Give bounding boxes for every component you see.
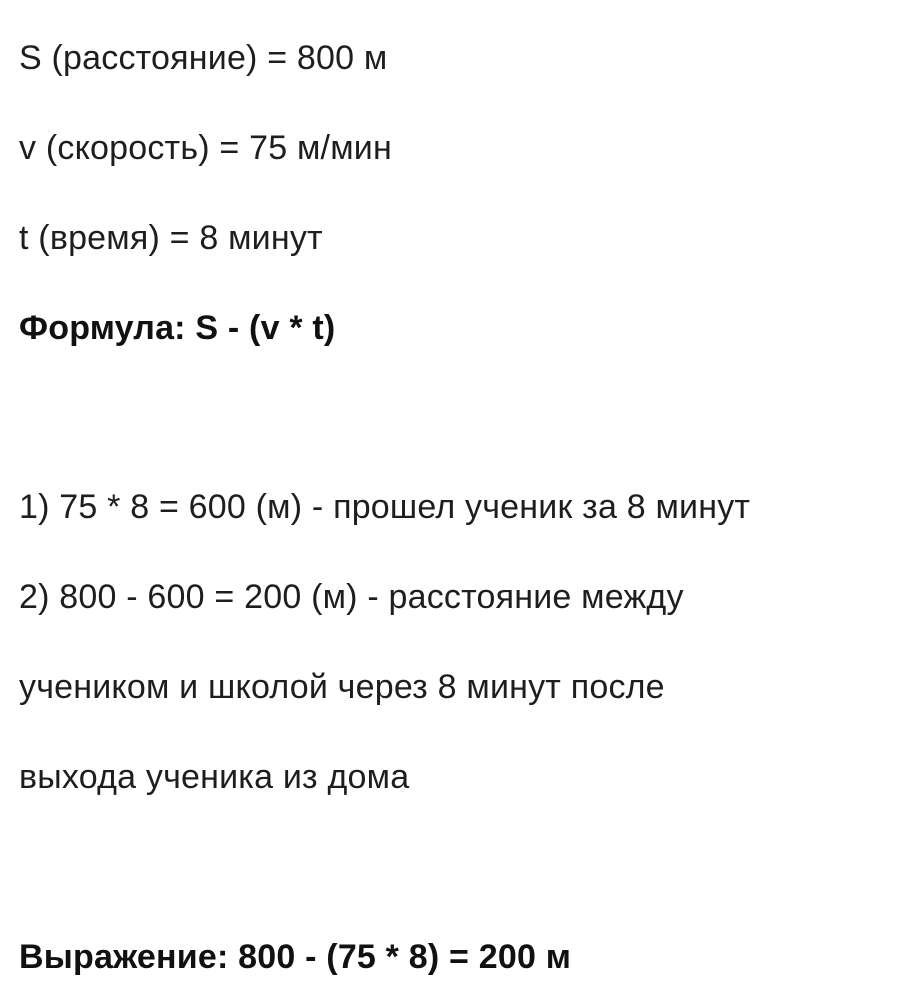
expression-line: Выражение: 800 - (75 * 8) = 200 м — [19, 938, 572, 976]
given-distance: S (расстояние) = 800 м — [19, 39, 388, 77]
step-2-line-2: учеником и школой через 8 минут после — [19, 668, 665, 706]
given-time: t (время) = 8 минут — [19, 219, 323, 257]
step-2-line-3: выхода ученика из дома — [19, 758, 410, 796]
step-1: 1) 75 * 8 = 600 (м) - прошел ученик за 8 минут — [19, 488, 751, 526]
given-speed: v (скорость) = 75 м/мин — [19, 129, 392, 167]
formula-line: Формула: S - (v * t) — [19, 309, 336, 347]
step-2-line-1: 2) 800 - 600 = 200 (м) - расстояние между — [19, 578, 684, 616]
